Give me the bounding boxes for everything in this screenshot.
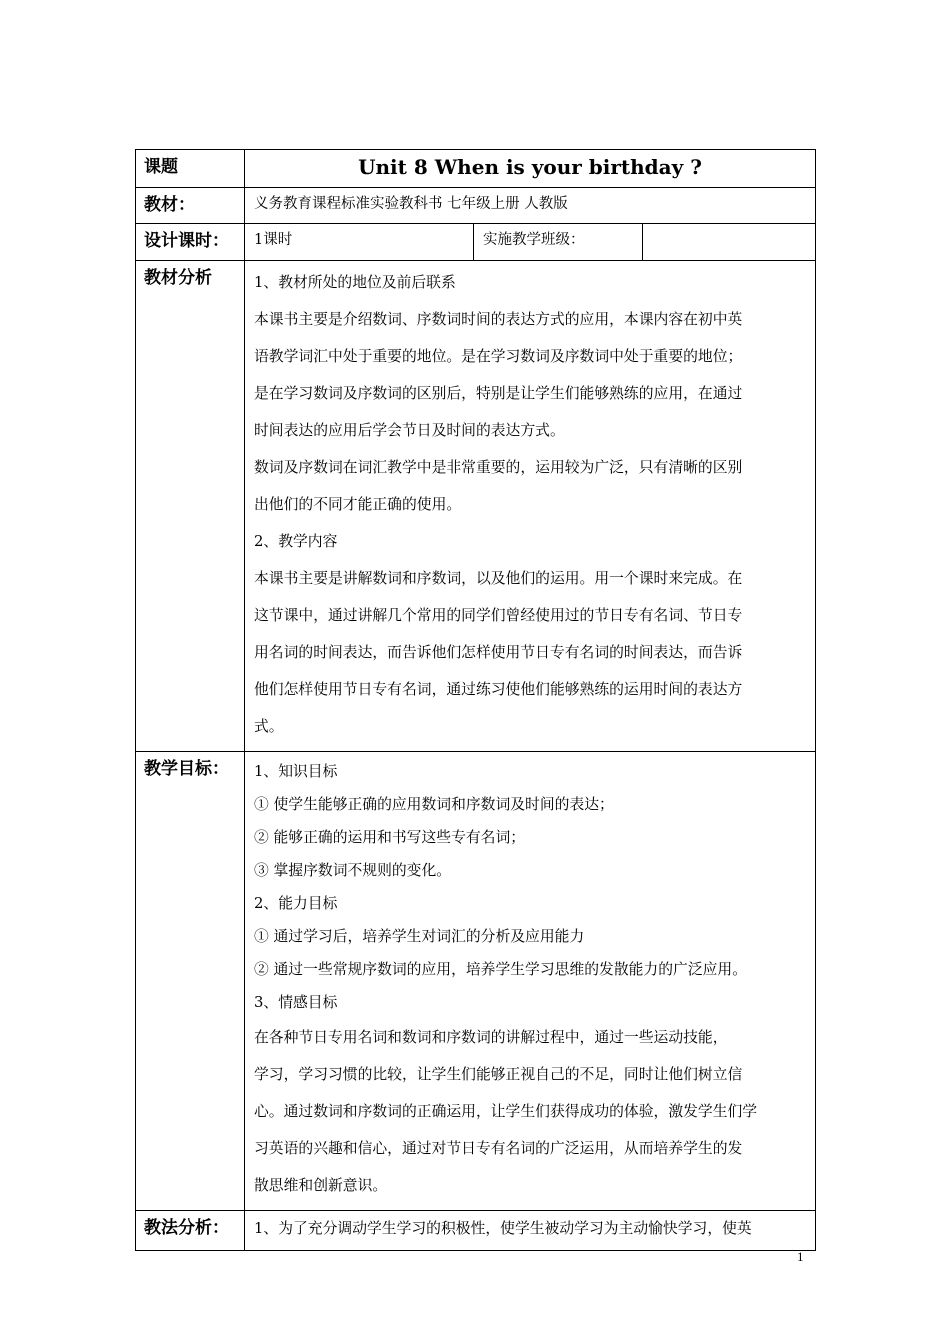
row-textbook [136,188,816,224]
row-design-hours [136,224,816,261]
method-content [245,1211,816,1251]
objective-line: 习英语的兴趣和信心，通过对节日专有名词的广泛运用，从而培养学生的发 [254,1140,743,1157]
analysis-line: 是在学习数词及序数词的区别后，特别是让学生们能够熟练的应用，在通过 [254,385,743,402]
objective-line: 学习，学习习惯的比较，让学生们能够正视自己的不足，同时让他们树立信 [254,1066,743,1083]
analysis-line: 式。 [254,718,284,735]
objective-line: ① 使学生能够正确的应用数词和序数词及时间的表达； [254,796,614,813]
design-hours-label: 设计课时： [136,224,245,261]
analysis-content [245,261,816,752]
objective-line: 散思维和创新意识。 [254,1177,388,1194]
objective-line: ② 能够正确的运用和书写这些专有名词； [254,829,526,846]
analysis-line: 出他们的不同才能正确的使用。 [254,496,462,513]
analysis-line: 语教学词汇中处于重要的地位。是在学习数词及序数词中处于重要的地位； [254,348,743,365]
class-label: 实施教学班级： [474,224,643,261]
analysis-line: 这节课中，通过讲解几个常用的同学们曾经使用过的节日专有名词、节日专 [254,607,743,624]
topic-label: 课题 [136,150,245,188]
analysis-line: 他们怎样使用节日专有名词，通过练习使他们能够熟练的运用时间的表达方 [254,681,743,698]
objective-line: ② 通过一些常规序数词的应用，培养学生学习思维的发散能力的广泛应用。 [254,961,748,978]
analysis-line: 数词及序数词在词汇教学中是非常重要的，运用较为广泛，只有清晰的区别 [254,459,743,476]
objective-line: 1、知识目标 [254,763,338,780]
design-hours-value: 1课时 [245,224,474,261]
objective-line: ① 通过学习后，培养学生对词汇的分析及应用能力 [254,928,585,945]
method-label: 教法分析： [136,1211,245,1251]
objective-line: 3、情感目标 [254,994,338,1011]
objective-line: 心。通过数词和序数词的正确运用，让学生们获得成功的体验，激发学生们学 [254,1103,758,1120]
objectives-label: 教学目标： [136,752,245,1211]
method-line: 1、为了充分调动学生学习的积极性，使学生被动学习为主动愉快学习，使英 [254,1220,752,1237]
page-number: 1 [797,1249,804,1264]
row-objectives [136,752,816,1211]
class-value [643,224,816,261]
objective-line: 在各种节日专用名词和数词和序数词的讲解过程中，通过一些运动技能， [254,1029,728,1046]
objectives-content [245,752,816,1211]
analysis-label: 教材分析 [136,261,245,752]
textbook-label: 教材： [136,188,245,224]
row-topic [136,150,816,188]
row-analysis [136,261,816,752]
analysis-line: 2、教学内容 [254,533,338,550]
objective-line: 2、能力目标 [254,895,338,912]
analysis-line: 本课书主要是讲解数词和序数词，以及他们的运用。用一个课时来完成。在 [254,570,743,587]
topic-title: Unit 8 When is your birthday ? [245,150,816,188]
textbook-value: 义务教育课程标准实验教科书 七年级上册 人教版 [245,188,816,224]
analysis-line: 时间表达的应用后学会节日及时间的表达方式。 [254,422,565,439]
analysis-line: 用名词的时间表达，而告诉他们怎样使用节日专有名词的时间表达，而告诉 [254,644,743,661]
objective-line: ③ 掌握序数词不规则的变化。 [254,862,452,879]
analysis-line: 1、教材所处的地位及前后联系 [254,274,456,291]
row-method [136,1211,816,1251]
analysis-line: 本课书主要是介绍数词、序数词时间的表达方式的应用，本课内容在初中英 [254,311,743,328]
lesson-plan-table [135,149,816,1251]
